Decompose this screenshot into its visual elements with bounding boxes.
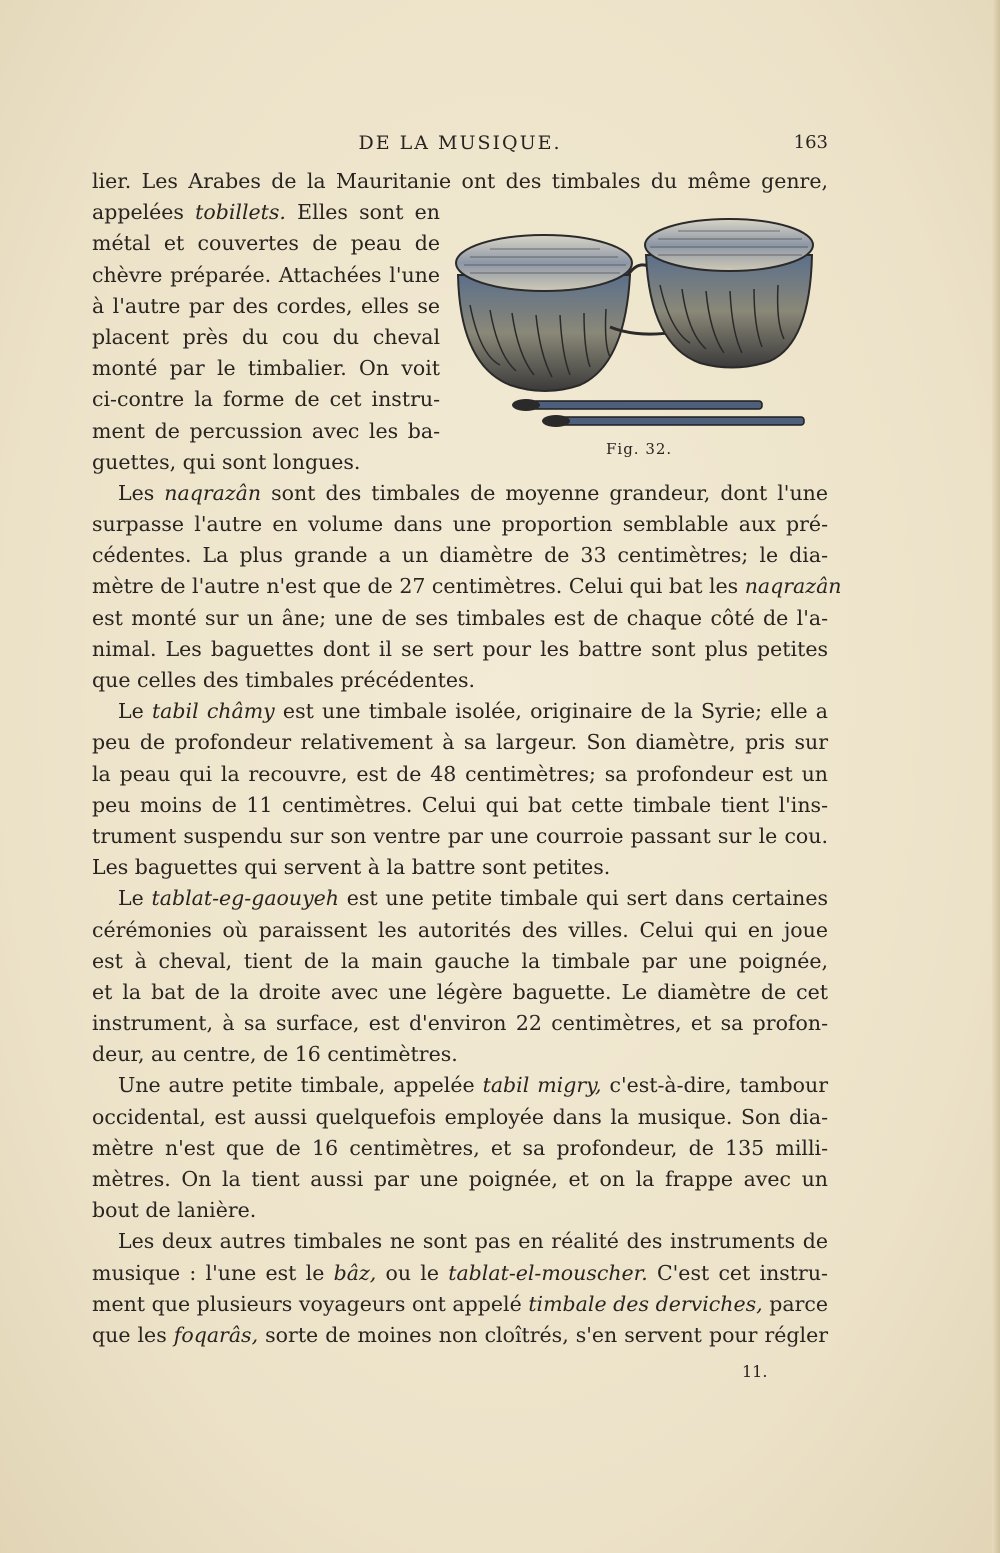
page-edge [992,0,1000,1553]
text-run: cérémonies où paraissent les autorités des villes. Celui qui en joue [92,917,828,942]
text-line [92,665,828,696]
text-run: que celles des timbales précédentes. [92,668,475,692]
text-line [92,353,440,384]
text-run: surpasse l'autre en volume dans une proportion semblable aux pré- [92,512,828,537]
text-run: ci-contre la forme de cet instru- [92,387,440,412]
text-run: est une petite timbale qui sert dans certaines [339,886,829,911]
running-head-title: DE LA MUSIQUE. [358,132,562,154]
text-line [92,1133,828,1164]
text-run: nimal. Les baguettes dont il se sert pour les battre sont plus petites [92,636,828,661]
text-run: deur, au centre, de 16 centimètres. [92,1042,458,1067]
text-run: métal et couvertes de peau de [92,231,440,256]
signature-mark: 11. [742,1362,768,1381]
italic-term: naqrazân [164,480,262,505]
text-run: peu de profondeur relativement à sa largeur. Son diamètre, pris sur [92,730,828,755]
text-run: mètres. On la tient aussi par une poignée, et on la frappe avec un [92,1167,828,1191]
text-run: que les [92,1322,174,1347]
page-number: 163 [793,132,828,153]
italic-term: naqrazân [744,574,842,599]
text-run: occidental, est aussi quelquefois employée dans la musique. Son dia- [92,1104,828,1129]
text-run: cédentes. La plus grande a un diamètre de 33 centimètres; le dia- [92,543,828,568]
text-run: est monté sur un âne; une de ses timbales est de chaque côté de l'a- [92,605,828,630]
text-line [92,416,440,447]
text-line [92,1008,828,1039]
figure-caption: Fig. 32. [606,440,673,458]
text-line [92,384,440,415]
text-run: chèvre préparée. Attachées l'une [92,262,440,287]
text-run: monté par le timbalier. On voit [92,356,440,381]
text-run: Les [118,480,165,505]
text-line [92,915,828,946]
text-line [92,946,828,977]
text-line [92,1195,828,1226]
text-run: trument suspendu sur son ventre par une courroie passant sur le cou. [92,823,828,848]
italic-term: tabil migry, [482,1073,602,1098]
text-line [92,228,440,259]
text-line [92,540,828,571]
text-line [92,1164,828,1195]
text-line [92,166,828,197]
text-run: Une autre petite timbale, appelée [118,1073,483,1098]
text-run: et la bat de la droite avec une légère baguette. Le diamètre de cet [92,979,828,1004]
text-line [92,759,828,790]
text-line [92,478,828,509]
text-run: placent près du cou du cheval [92,324,440,349]
text-run: sorte de moines non cloîtrés, s'en servent pour régler [258,1322,828,1347]
text-line [92,447,440,478]
text-run: ment de percussion avec les ba- [92,418,440,443]
text-run: parce [762,1291,828,1316]
italic-term: tablat-eg-gaouyeh [151,886,340,911]
text-run: Le [118,699,152,724]
text-run: Le [118,886,152,911]
text-line [92,291,440,322]
text-run: instrument, à sa surface, est d'environ 22 centimètres, et sa profon- [92,1011,828,1036]
text-run: lier. Les Arabes de la Mauritanie ont des timbales du même genre, [92,169,828,193]
text-run: musique : l'une est le [92,1260,334,1285]
text-run: à l'autre par des cordes, elles se [92,293,440,318]
text-line [92,1070,828,1101]
text-line [92,1226,828,1257]
italic-term: timbale des derviches, [528,1291,763,1316]
italic-term: foqarâs, [173,1322,259,1347]
text-run: la peau qui la recouvre, est de 48 centimètres; sa profondeur est un [92,761,828,786]
text-line [92,1258,828,1289]
italic-term: tabil châmy [151,699,275,724]
text-run: Elles sont en [285,200,440,225]
text-run: c'est-à-dire, tambour [601,1073,828,1098]
running-head [92,130,828,160]
text-line [92,977,828,1008]
text-run: mètre n'est que de 16 centimètres, et sa profondeur, de 135 milli- [92,1135,828,1160]
text-run: est une timbale isolée, originaire de la Syrie; elle a [274,699,828,724]
text-run: appelées [92,200,196,225]
text-line [92,790,828,821]
text-run: guettes, qui sont longues. [92,449,361,474]
text-line [92,1039,828,1070]
text-run: Les baguettes qui servent à la battre sont petites. [92,855,611,880]
text-line [92,571,842,602]
text-line [92,727,828,758]
text-line [92,603,828,634]
text-line [92,1102,828,1133]
text-line [92,634,828,665]
text-line [92,883,828,914]
text-line [92,260,440,291]
text-run: ou le [376,1260,449,1285]
text-run: bout de lanière. [92,1198,257,1223]
text-line [92,852,828,883]
text-line [92,821,828,852]
italic-term: bâz, [333,1260,377,1285]
text-run: C'est cet instru- [647,1260,828,1285]
text-run: ment que plusieurs voyageurs ont appelé [92,1291,529,1316]
text-line [92,1289,828,1320]
text-run: est à cheval, tient de la main gauche la timbale par une poignée, [92,948,828,973]
italic-term: tablat-el-mouscher. [448,1260,648,1285]
text-line [92,509,828,540]
text-line [92,197,440,228]
body-text [92,166,842,1351]
text-run: peu moins de 11 centimètres. Celui qui bat cette timbale tient l'ins- [92,792,828,817]
text-run: Les deux autres timbales ne sont pas en réalité des instruments de [118,1229,828,1254]
italic-term: tobillets. [195,200,286,225]
text-run: mètre de l'autre n'est que de 27 centimètres. Celui qui bat les [92,574,745,599]
text-line [92,1320,828,1351]
text-run: sont des timbales de moyenne grandeur, dont l'une [261,480,828,505]
text-line [92,322,440,353]
text-line [92,696,828,727]
